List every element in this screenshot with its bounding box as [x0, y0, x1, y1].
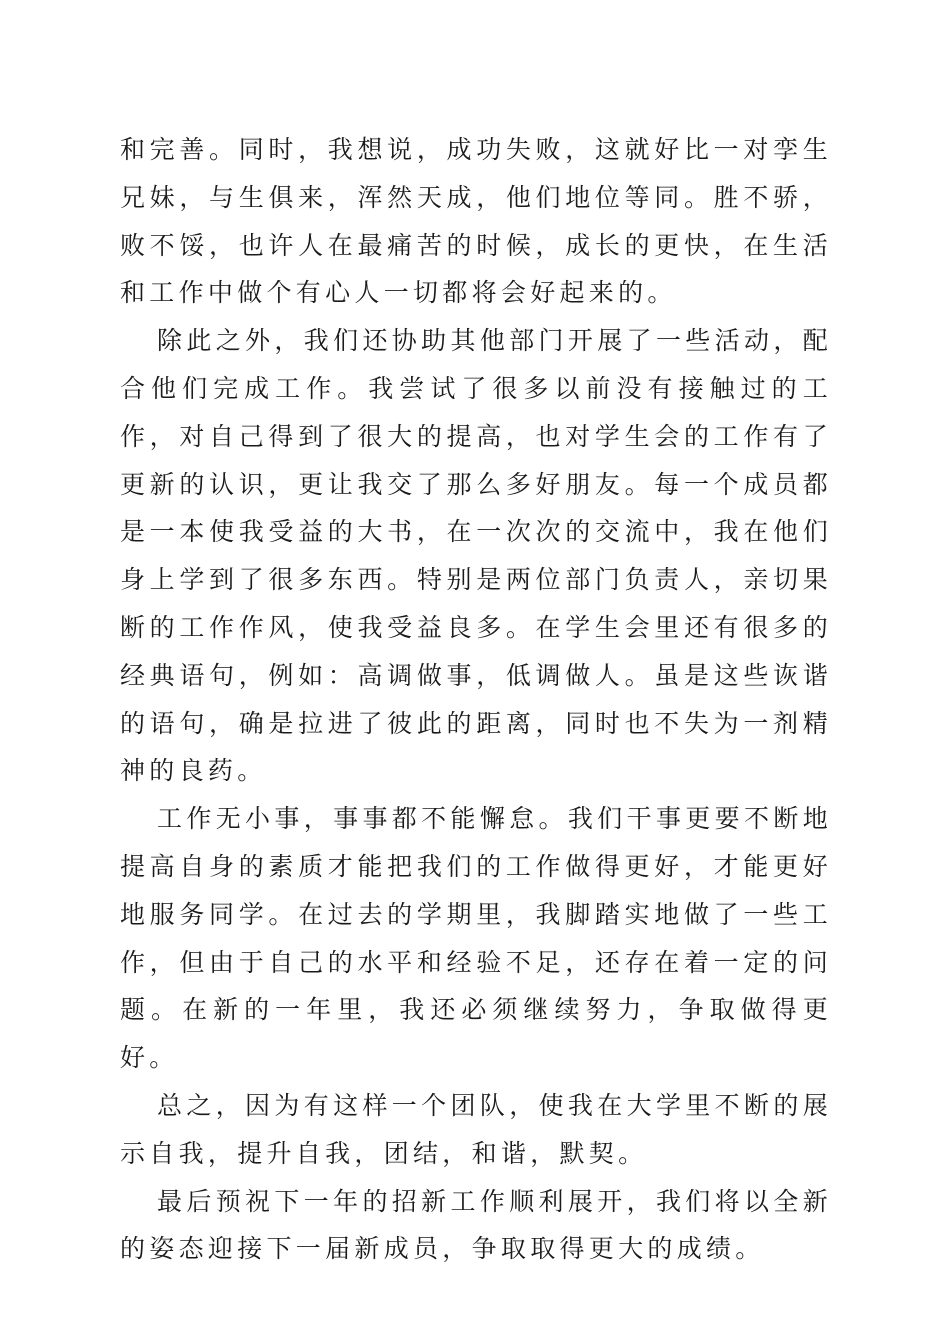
document-body	[120, 126, 832, 1273]
paragraph-work-attitude: 工作无小事，事事都不能懈怠。我们干事更要不断地提高自身的素质才能把我们的工作做得更好，才能更好地服务同学。在过去的学期里，我脚踏实地做了一些工作，但由于自己的水平和经验不足，还存在着一定的问题。在新的一年里，我还必须继续努力，争取做得更好。	[120, 804, 832, 1073]
paragraph-summary: 总之，因为有这样一个团队，使我在大学里不断的展示自我，提升自我，团结，和谐，默契。	[120, 1090, 832, 1168]
paragraph-activities: 除此之外，我们还协助其他部门开展了一些活动，配合他们完成工作。我尝试了很多以前没有接触过的工作，对自己得到了很大的提高，也对学生会的工作有了更新的认识，更让我交了那么多好朋友。每一个成员都是一本使我受益的大书，在一次次的交流中，我在他们身上学到了很多东西。特别是两位部门负责人，亲切果断的工作作风，使我受益良多。在学生会里还有很多的经典语句，例如：高调做事，低调做人。虽是这些诙谐的语句，确是拉进了彼此的距离，同时也不失为一剂精神的良药。	[120, 326, 832, 786]
paragraph-continuation: 和完善。同时，我想说，成功失败，这就好比一对孪生兄妹，与生俱来，浑然天成，他们地位等同。胜不骄，败不馁，也许人在最痛苦的时候，成长的更快，在生活和工作中做个有心人一切都将会好起来的。	[120, 135, 832, 308]
paragraph-closing: 最后预祝下一年的招新工作顺利展开，我们将以全新的姿态迎接下一届新成员，争取取得更大的成绩。	[120, 1186, 832, 1264]
